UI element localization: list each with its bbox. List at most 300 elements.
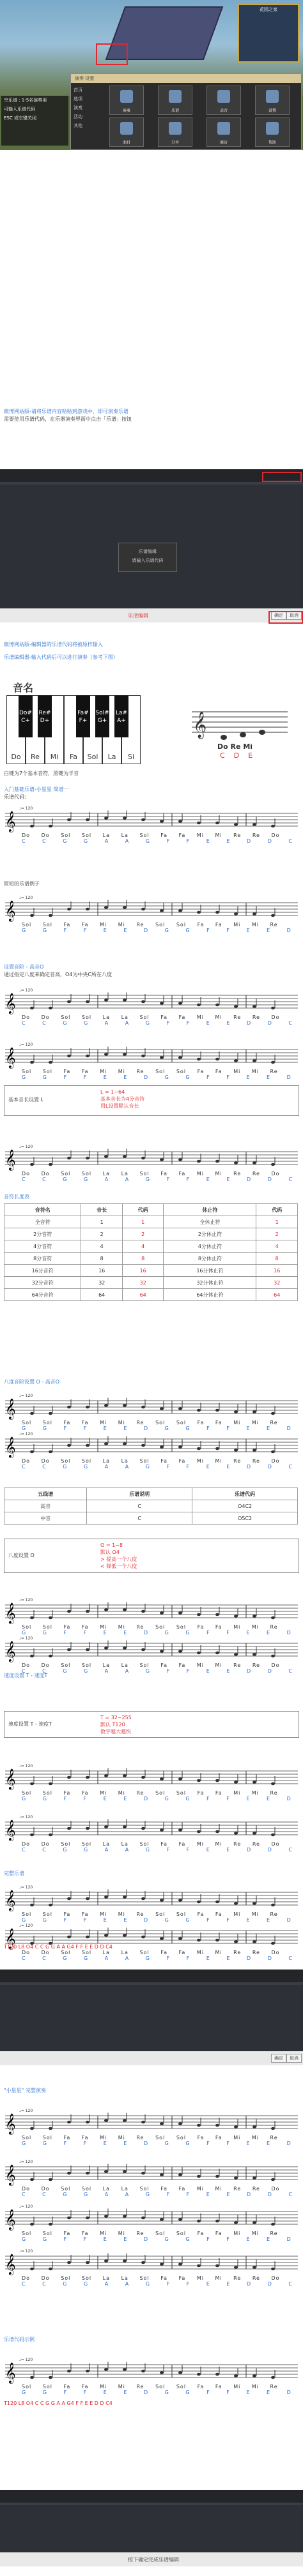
note-head	[141, 908, 145, 911]
table-row	[4, 1265, 298, 1277]
note-head	[271, 914, 275, 917]
note-head	[197, 1779, 201, 1782]
note-head	[123, 2215, 127, 2218]
table-cell: 8	[122, 1253, 164, 1265]
note-head	[67, 1776, 71, 1779]
note-head	[252, 2176, 256, 2180]
note-head	[141, 1610, 145, 1613]
box-label: 速度设置 T - 速度T	[8, 1721, 52, 1727]
note-head	[86, 1444, 89, 1447]
note-head	[234, 1005, 238, 1008]
note-head	[252, 1449, 256, 1452]
note-head	[215, 1160, 219, 1163]
note-head	[252, 1781, 256, 1784]
note-head	[141, 2370, 145, 2373]
footer-text: 按下确定完成乐谱编辑	[128, 2557, 179, 2563]
staff-svg	[0, 2356, 303, 2384]
note-head	[104, 2119, 108, 2122]
note-head	[178, 1611, 182, 1615]
note-head	[123, 1608, 127, 1611]
white-key: Sol	[83, 695, 102, 764]
treble-clef: 𝄞	[5, 1436, 16, 1457]
note-head	[104, 2259, 108, 2263]
table-cell: O5C2	[192, 1512, 298, 1525]
code-row: G G F F E E D G G F F E E D	[22, 928, 291, 933]
code-row: C C G G A A G F F E E D D C	[22, 1177, 293, 1182]
table-cell: 32分休止符	[164, 1277, 256, 1289]
mini-staff-codes: C D E	[220, 751, 253, 760]
staff-svg	[0, 1883, 303, 1911]
note-head	[234, 2221, 238, 2224]
note-head	[30, 1834, 34, 1837]
note-head	[67, 2217, 71, 2220]
note-head	[197, 822, 201, 825]
minimap[interactable]	[238, 4, 299, 63]
note-head	[160, 1828, 164, 1832]
code-line: T120 L8 O4 C C G G A A G4 F F E E D D C4	[4, 1944, 113, 1950]
note-head	[123, 2119, 127, 2122]
staff-svg	[0, 2203, 303, 2231]
note-head	[215, 1409, 219, 1412]
note-head	[49, 1163, 52, 1166]
note-head	[104, 2215, 108, 2218]
note-head	[234, 823, 238, 826]
help-icon	[266, 122, 279, 135]
table-header: 音长	[81, 1204, 123, 1216]
solfege-row: Sol Sol Fa Fa Mi Mi Re Sol Sol Fa Fa Mi Mi Re	[22, 1420, 278, 1426]
note-head	[141, 1055, 145, 1058]
menu-tile[interactable]: 帮助	[255, 117, 290, 147]
section-title: "小星星" 完整演奏	[4, 2088, 46, 2093]
table-header: 代码	[256, 1204, 298, 1216]
table-cell: 1	[81, 1216, 123, 1228]
section-title: 简短的乐谱例子	[4, 881, 40, 887]
note-head	[252, 1832, 256, 1835]
note-head	[160, 1056, 164, 1059]
note-head	[86, 1827, 89, 1830]
note-head	[271, 1616, 275, 1620]
desc-text: 微博网站版-编辑器的乐谱代码将被原样输入	[4, 642, 103, 647]
note-head	[123, 1895, 127, 1899]
solfege-row: Do Do Sol Sol La La Sol Fa Fa Mi Mi Re Re Do	[22, 1458, 280, 1464]
note-head	[160, 2371, 164, 2374]
menu-tile[interactable]: 曲目	[109, 117, 144, 147]
menu-title: 演奏 设置	[71, 74, 301, 83]
note-head	[30, 2178, 34, 2181]
music-staff	[0, 1143, 303, 1182]
note-head	[160, 1611, 164, 1615]
note-head	[215, 1447, 219, 1450]
section-title: 乐谱代码示例	[4, 2337, 35, 2342]
menu-tile[interactable]: 录音	[206, 86, 241, 115]
note-head	[234, 2374, 238, 2377]
mini-staff-labels: Do Re Mi	[217, 742, 253, 751]
solfege-row: Do Do Sol Sol La La Sol Fa Fa Mi Mi Re Re Do	[22, 832, 280, 838]
note-head	[141, 1444, 145, 1447]
tempo-mark: ♩= 120	[19, 1815, 33, 1819]
menu-item[interactable]: 演奏	[74, 105, 82, 110]
table-cell: 2	[122, 1228, 164, 1240]
note-head	[197, 1409, 201, 1412]
treble-clef: 𝄞	[5, 2164, 16, 2185]
note-head	[234, 912, 238, 915]
note-head	[234, 2125, 238, 2128]
section-title: 速度设置 T - 速度T	[4, 1673, 48, 1678]
note-head	[86, 2370, 89, 2373]
note-head	[160, 1937, 164, 1940]
code-row: G G F F E E D G G F F E E D	[22, 2141, 291, 2146]
code-row: G G F F E E D G G F F E E D	[22, 1917, 291, 1923]
shop-icon	[217, 122, 230, 135]
note-head	[178, 1445, 182, 1449]
note-head	[197, 1058, 201, 1061]
note-head	[30, 1655, 34, 1658]
table-cell: C	[87, 1512, 192, 1525]
table-cell: 高音	[4, 1500, 87, 1512]
note-head	[234, 1449, 238, 1452]
note-head	[252, 1902, 256, 1905]
ok-button[interactable]: 确定	[271, 2054, 286, 2063]
note-head	[215, 911, 219, 914]
note-head	[215, 1830, 219, 1834]
tempo-mark: ♩= 120	[19, 2204, 33, 2209]
note-head	[67, 1897, 71, 1901]
note-head	[104, 998, 108, 1002]
note-head	[234, 1059, 238, 1062]
treble-clef: 𝄞	[5, 1819, 16, 1841]
note-head	[215, 1058, 219, 1061]
menu-item[interactable]: 其他	[74, 123, 82, 128]
note-head	[234, 1940, 238, 1943]
note-head	[104, 2368, 108, 2371]
code-row: C C G G A A G F F E E D D C	[22, 1668, 293, 1674]
table-cell: 4	[256, 1240, 298, 1253]
note-head	[86, 2261, 89, 2264]
music-staff	[0, 1634, 303, 1674]
treble-clef: 𝄞	[5, 2209, 16, 2230]
solfege-row: Do Do Sol Sol La La Sol Fa Fa Mi Mi Re Re Do	[22, 1841, 280, 1847]
table-cell: 8分音符	[4, 1253, 81, 1265]
note-head	[215, 1613, 219, 1616]
menu-tile[interactable]: 商店	[206, 117, 241, 147]
black-key: Sol# G+	[95, 695, 109, 737]
tempo-mark: ♩= 120	[19, 2358, 33, 2362]
music-staff	[0, 1392, 303, 1431]
note-head	[141, 818, 145, 822]
note-head	[178, 1777, 182, 1781]
code-row: G G F F E E D G G F F E E D	[22, 2236, 291, 2242]
note-head	[271, 1163, 275, 1166]
music-staff	[0, 1762, 303, 1802]
tempo-mark: ♩= 120	[19, 2249, 33, 2254]
note-head	[30, 1782, 34, 1786]
code-row: C C G G A A G F F E E D D C	[22, 2192, 293, 2197]
table-cell: 64分休止符	[164, 1289, 256, 1301]
cancel-button[interactable]: 取消	[286, 2054, 302, 2063]
table-cell: 8	[81, 1253, 123, 1265]
tempo-box	[4, 1711, 299, 1738]
music-staff	[0, 986, 303, 1026]
note-head	[49, 2127, 52, 2130]
table-header: 五线谱	[4, 1488, 87, 1500]
table-row	[4, 1240, 298, 1253]
note-head	[215, 2220, 219, 2223]
note-head	[104, 1404, 108, 1407]
note-head	[197, 1830, 201, 1834]
staff-svg	[0, 986, 303, 1014]
note-head	[197, 2124, 201, 2127]
tempo-mark: ♩= 120	[19, 2160, 33, 2164]
ok-button[interactable]: 确定	[271, 611, 286, 620]
note-head	[197, 1613, 201, 1616]
menu-tile[interactable]: 演奏	[109, 86, 144, 115]
staff-svg	[0, 2158, 303, 2186]
note-head	[234, 1410, 238, 1413]
note-head	[86, 2121, 89, 2124]
note-head	[104, 906, 108, 909]
dialog-subtitle: 请输入乐谱代码	[132, 558, 164, 563]
note-head	[86, 1157, 89, 1160]
highlight-box	[96, 43, 128, 65]
note-head	[67, 2121, 71, 2124]
note-head	[271, 1061, 275, 1064]
note-head	[178, 820, 182, 823]
note-head	[197, 1160, 201, 1163]
table-cell: 全音符	[4, 1216, 81, 1228]
note-head	[49, 1412, 52, 1415]
section-title: 音符长度表	[4, 1194, 29, 1200]
editor-bottom-bar	[0, 608, 303, 622]
note-head	[30, 2376, 34, 2379]
score-icon	[169, 90, 182, 103]
tempo-mark: ♩= 120	[19, 896, 33, 900]
note-head	[123, 1404, 127, 1407]
note-head	[123, 906, 127, 909]
note-head	[141, 1776, 145, 1779]
keyboard-caption: 白键为7个基本音符，黑键为半音	[4, 771, 79, 776]
treble-clef: 𝄞	[5, 1047, 16, 1068]
note-head	[123, 1053, 127, 1056]
note-head	[178, 1828, 182, 1832]
section-desc: 通过指定八度来确定音高，O4为中央C所在八度	[4, 972, 112, 977]
solfege-row: Do Do Sol Sol La La Sol Fa Fa Mi Mi Re Re Do	[22, 2186, 280, 2192]
highlight-box	[262, 472, 302, 482]
black-key: Do# C+	[19, 695, 33, 737]
white-key: Do	[6, 695, 26, 764]
note-head	[178, 909, 182, 912]
menu-item[interactable]: 选项	[74, 96, 82, 102]
note-head	[30, 1450, 34, 1454]
music-staff	[0, 1883, 303, 1923]
note-head	[271, 2223, 275, 2226]
note-head	[104, 1608, 108, 1611]
note-head	[178, 2263, 182, 2266]
black-key: Re# D+	[38, 695, 52, 737]
menu-tile[interactable]: 设置	[255, 86, 290, 115]
code-row: G G F F E E D G G F F E E D	[22, 1630, 291, 1636]
section-sub: 乐谱代码：	[4, 794, 29, 800]
tempo-mark: ♩= 120	[19, 1394, 33, 1398]
treble-clef: 𝄞	[5, 2362, 16, 2383]
music-staff	[0, 894, 303, 933]
code-row: C C G G A A G F F E E D D C	[22, 2281, 293, 2287]
note-head	[197, 1939, 201, 1942]
code-row: G G F F E E D G G F F E E D	[22, 2390, 291, 2395]
note-head	[234, 1832, 238, 1835]
note-head	[160, 1777, 164, 1781]
note-head	[49, 2178, 52, 2181]
note-head	[67, 2261, 71, 2264]
table-row	[4, 1216, 298, 1228]
intro-text: 需要使用乐谱代码，在乐器演奏界面中点击「乐谱」按钮	[4, 416, 132, 422]
table-cell: 中音	[4, 1512, 87, 1525]
editor-bottom-bar	[0, 2051, 303, 2065]
note-head	[141, 1827, 145, 1830]
instrument-icon	[120, 90, 133, 103]
note-head	[141, 1648, 145, 1652]
dialog-title: 乐谱编辑	[139, 549, 157, 554]
table-cell: 8分休止符	[164, 1253, 256, 1265]
table-cell: 64	[81, 1289, 123, 1301]
solfege-row: Sol Sol Fa Fa Mi Mi Re Sol Sol Fa Fa Mi Mi Re	[22, 2135, 278, 2141]
code-row: G G F F E E D G G F F E E D	[22, 1074, 291, 1080]
note-head	[215, 2175, 219, 2178]
treble-clef: 𝄞	[5, 1398, 16, 1419]
note-head	[123, 1825, 127, 1828]
section-title: 完整乐谱	[4, 1871, 24, 1876]
treble-clef: 𝄞	[5, 2254, 16, 2275]
staff-svg	[0, 1634, 303, 1662]
note-head	[234, 1653, 238, 1656]
solfege-row: Sol Sol Fa Fa Mi Mi Re Sol Sol Fa Fa Mi Mi Re	[22, 1624, 278, 1630]
staff-svg	[0, 894, 303, 922]
note-head	[252, 1653, 256, 1656]
table-header: 乐谱说明	[87, 1488, 192, 1500]
menu-tile[interactable]: 乐谱	[158, 86, 192, 115]
note-head	[178, 2371, 182, 2374]
table-cell: 2	[256, 1228, 298, 1240]
note-head	[197, 1004, 201, 1007]
octave-box	[4, 1539, 299, 1573]
table-cell: 16分音符	[4, 1265, 81, 1277]
note-head	[49, 1834, 52, 1837]
music-staff	[0, 2247, 303, 2287]
note-head	[49, 1450, 52, 1454]
music-staff	[0, 2356, 303, 2395]
box-label: 八度设置 O	[8, 1553, 35, 1558]
treble-clef: 𝄞	[5, 1890, 16, 1911]
note-head	[104, 1155, 108, 1158]
table-cell: 4	[122, 1240, 164, 1253]
treble-clef: 𝄞	[5, 1602, 16, 1623]
intro-text: 微博网站版-请将乐谱内容粘贴到游戏中，即可演奏乐谱	[4, 409, 128, 414]
note-head	[67, 1000, 71, 1004]
note-head	[141, 1406, 145, 1409]
table-cell: 16	[81, 1265, 123, 1277]
note-head	[141, 1897, 145, 1901]
solfege-row: Do Do Sol Sol La La Sol Fa Fa Mi Mi Re Re Do	[22, 1014, 280, 1020]
solfege-row: Sol Sol Fa Fa Mi Mi Re Sol Sol Fa Fa Mi Mi Re	[22, 2231, 278, 2236]
note-head	[104, 1774, 108, 1777]
note-head	[197, 2264, 201, 2268]
editor-toolbar	[0, 2490, 303, 2503]
note-head	[178, 1407, 182, 1410]
black-key: Fa# F+	[76, 695, 90, 737]
note-head	[197, 2220, 201, 2223]
keyboard-title: 音名	[13, 682, 34, 694]
length-box	[4, 1085, 299, 1116]
white-key: La	[102, 695, 121, 764]
record-icon	[217, 90, 230, 103]
white-key: Re	[26, 695, 45, 764]
table-cell: 2	[81, 1228, 123, 1240]
note-length-table	[4, 1203, 298, 1301]
note-head	[86, 1610, 89, 1613]
menu-item[interactable]: 活动	[74, 114, 82, 119]
note-head	[252, 2125, 256, 2128]
note-head	[215, 2373, 219, 2376]
note-head	[252, 1059, 256, 1062]
note-head	[30, 2268, 34, 2271]
note-head	[160, 2173, 164, 2176]
note-head	[86, 2217, 89, 2220]
menu-item[interactable]: 首页	[74, 87, 82, 93]
note-head	[49, 825, 52, 828]
note-head	[123, 2170, 127, 2173]
note-head	[141, 2217, 145, 2220]
note-head	[197, 1652, 201, 1655]
note-head	[86, 1000, 89, 1004]
note-head	[30, 914, 34, 917]
note-head	[49, 2223, 52, 2226]
box-lines: L = 1~64 基本音长为4分音符 用L设置默认音长	[100, 1089, 145, 1109]
solfege-row: Do Do Sol Sol La La Sol Fa Fa Mi Mi Re Re Do	[22, 2275, 280, 2281]
table-cell: 32	[122, 1277, 164, 1289]
note-head	[141, 1157, 145, 1160]
editor-toolbar	[0, 1970, 303, 1982]
bottom-label: 乐谱编辑	[128, 613, 148, 619]
note-head	[67, 1610, 71, 1613]
editor-screenshot-2	[0, 1970, 303, 2065]
code-row: C C G G A A G F F E E D D C	[22, 1955, 293, 1961]
note-head	[123, 1155, 127, 1158]
note-head	[30, 825, 34, 828]
menu-tile[interactable]: 分享	[158, 117, 192, 147]
section-title: 入门基础乐谱-小星星 简谱一	[4, 787, 69, 792]
editor-toolbar	[0, 469, 303, 482]
note-head	[123, 1442, 127, 1445]
note-head	[271, 1834, 275, 1837]
editor-bottom-bar	[0, 2552, 303, 2566]
note-head	[271, 2178, 275, 2181]
cancel-button[interactable]: 取消	[286, 611, 302, 620]
note-head	[49, 1616, 52, 1620]
table-header: 乐谱代码	[192, 1488, 298, 1500]
box-lines: T = 32~255 默认 T120 数字越大越快	[100, 1715, 132, 1735]
tempo-mark: ♩= 120	[19, 988, 33, 993]
keyboard-section	[0, 680, 303, 782]
music-staff	[0, 1430, 303, 1470]
note-head	[30, 2223, 34, 2226]
minimap-title: 花园之家	[260, 7, 277, 12]
table-cell: C	[87, 1500, 192, 1512]
treble-clef: 𝄞	[5, 900, 16, 921]
note-head	[104, 817, 108, 820]
note-head	[178, 1002, 182, 1005]
note-head	[30, 1904, 34, 1907]
game-menu	[70, 73, 302, 150]
table-row	[4, 1277, 298, 1289]
